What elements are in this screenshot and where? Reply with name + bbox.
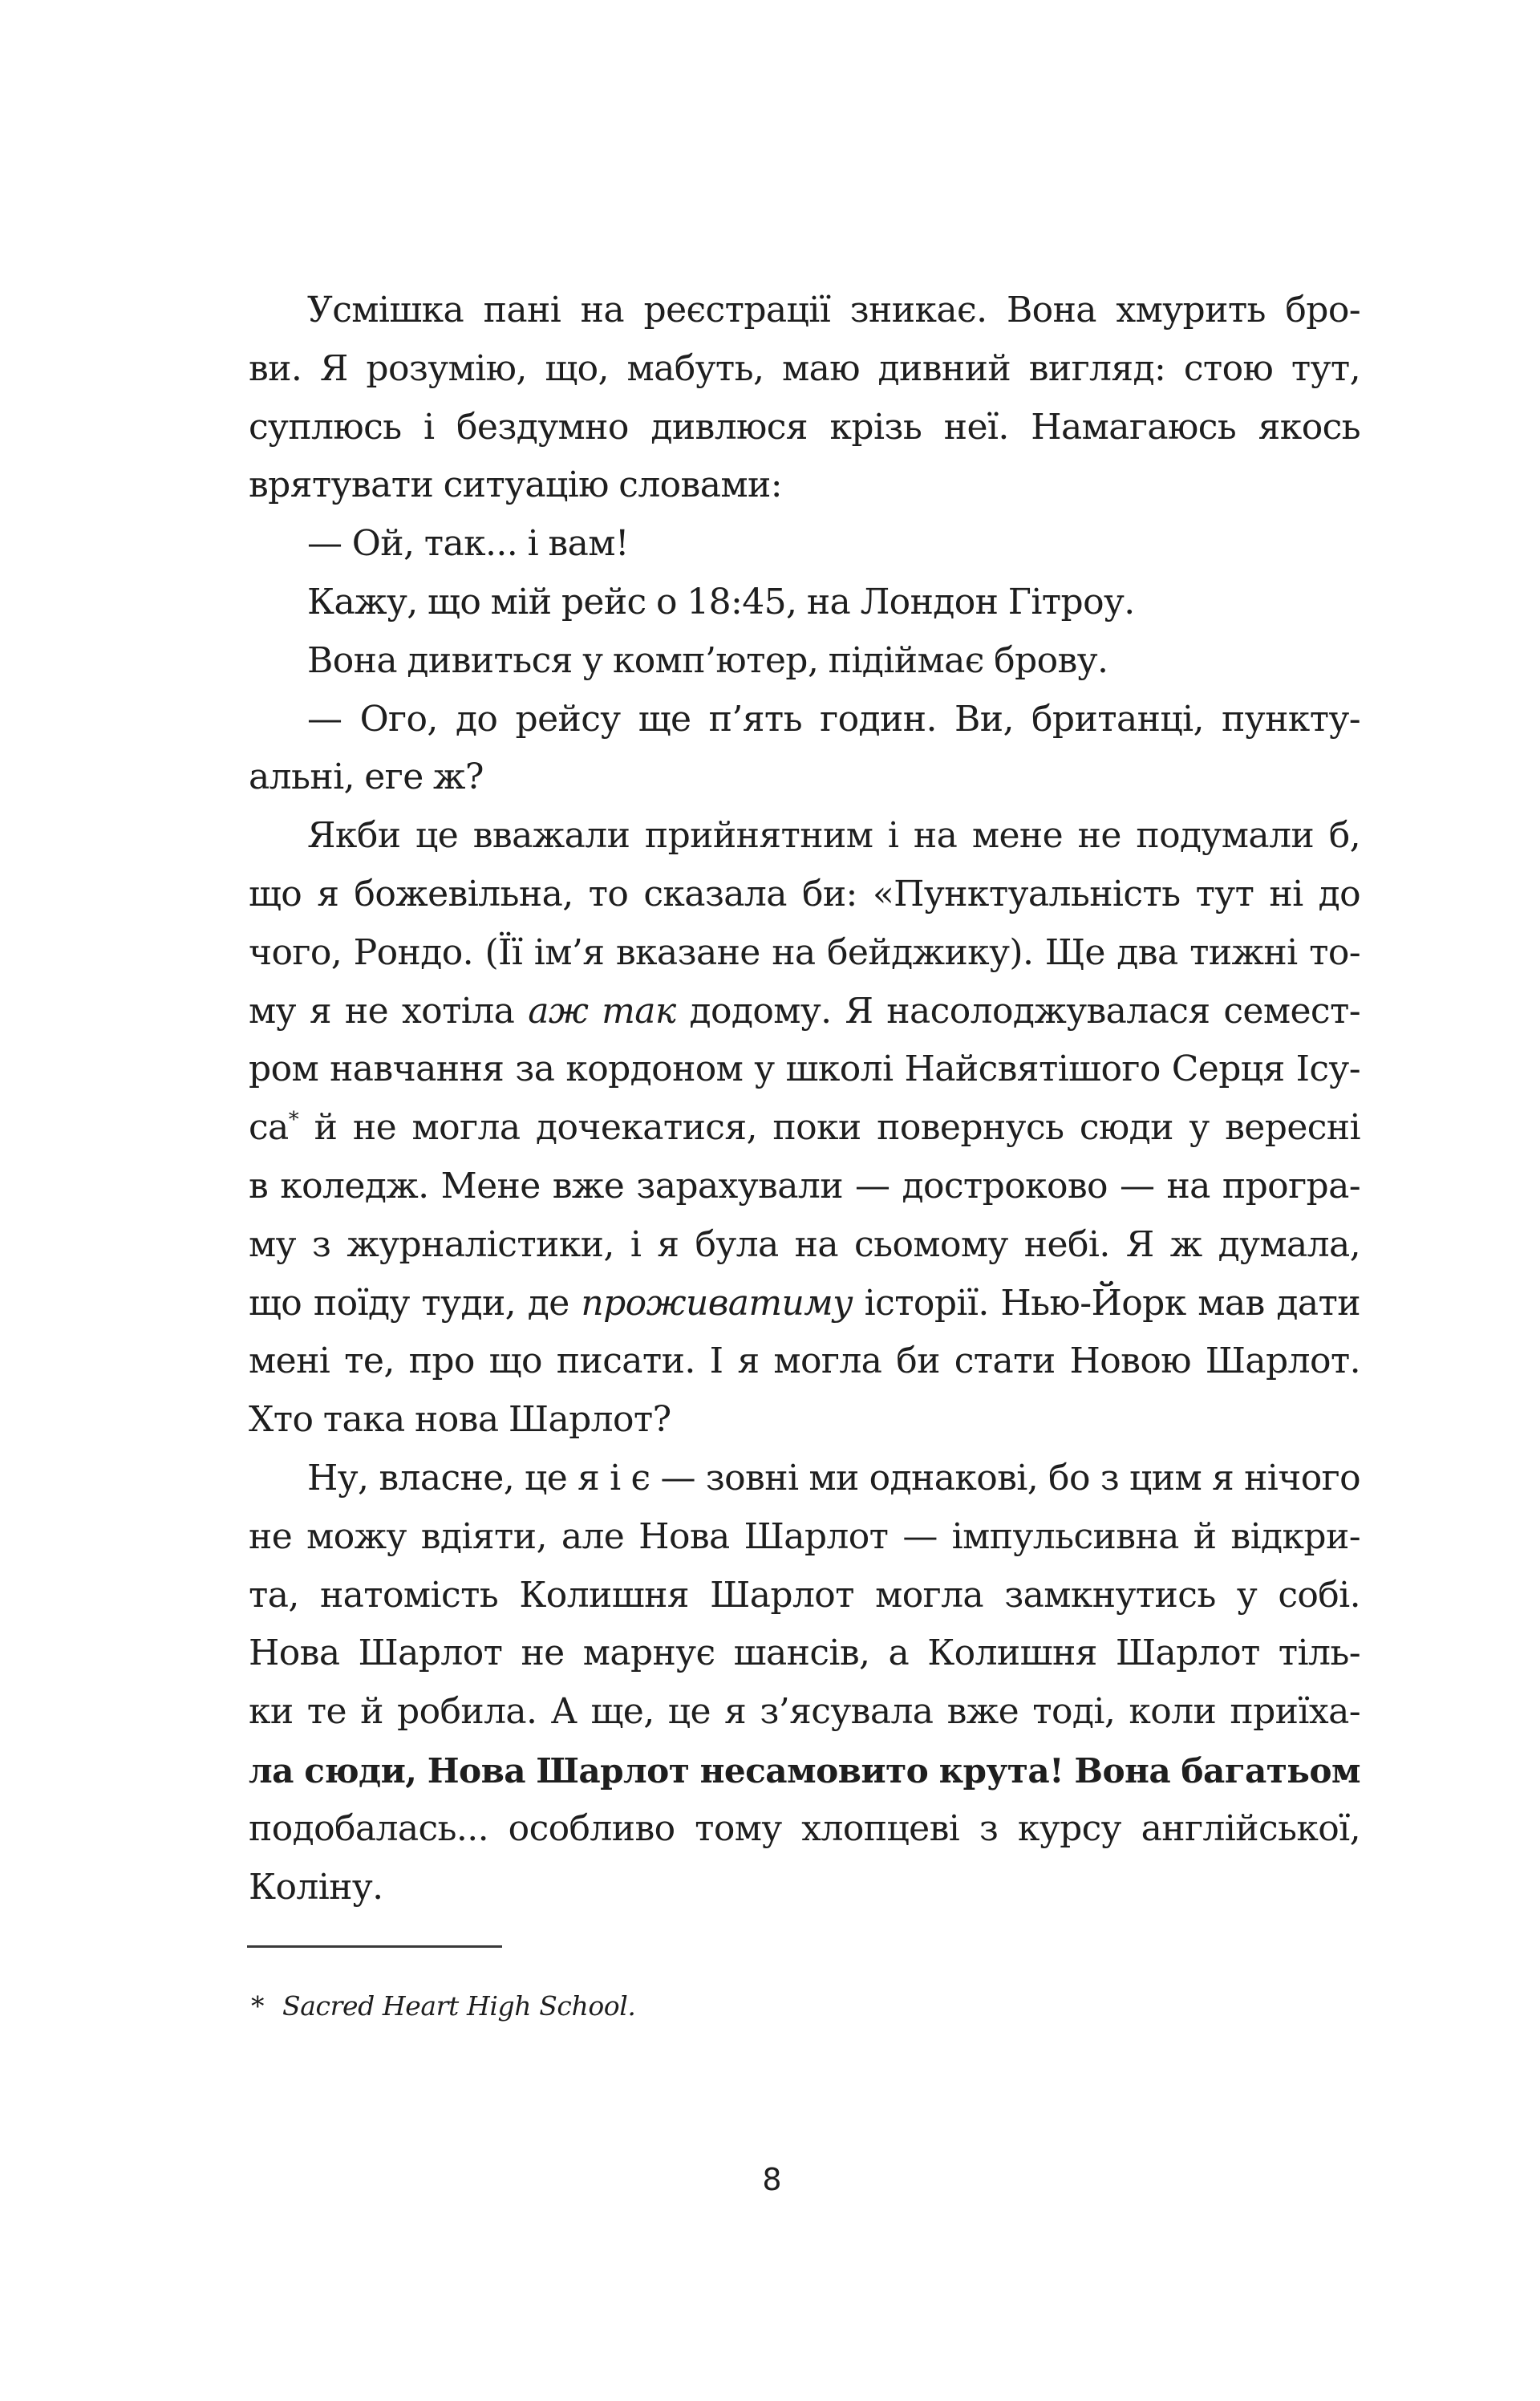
text-segment: Вона дивиться у комп’ютер, підіймає брову.	[307, 639, 1108, 681]
text-line	[249, 983, 1360, 1041]
text-segment: не можу вдіяти, але Нова Шарлот — імпульсивна й відкри-	[249, 1515, 1360, 1557]
text-line	[249, 807, 1360, 866]
footnote	[251, 1988, 636, 2025]
text-segment: Коліну.	[249, 1866, 383, 1908]
text-line	[249, 1391, 1360, 1450]
text-segment: му я не хотіла	[249, 990, 529, 1032]
footnote-marker: *	[251, 1990, 265, 2022]
text-segment: са	[249, 1107, 289, 1149]
text-line	[249, 748, 1360, 807]
text-segment: ви. Я розумію, що, мабуть, маю дивний вигляд: стою тут,	[249, 347, 1360, 389]
text-segment: в коледж. Мене вже зарахували — достроково — на програ-	[249, 1165, 1360, 1207]
text-segment: мені те, про що писати. І я могла би стати Новою Шарлот.	[249, 1340, 1360, 1382]
text-line	[249, 1040, 1360, 1099]
text-line	[249, 340, 1360, 399]
text-segment: — Ого, до рейсу ще п’ять годин. Ви, британці, пункту-	[307, 698, 1360, 740]
text-line	[249, 1216, 1360, 1275]
text-segment: чого, Рондо. (Її ім’я вказане на бейджику). Ще два тижні то-	[249, 931, 1360, 973]
emphasis-text: проживатиму	[581, 1282, 853, 1324]
text-segment: додому. Я насолоджувалася семест-	[675, 990, 1360, 1032]
text-segment: Якби це вважали прийнятним і на мене не подумали б,	[307, 815, 1360, 857]
body-text	[249, 282, 1360, 1916]
text-line	[249, 866, 1360, 924]
text-line	[249, 691, 1360, 749]
text-line	[249, 515, 1360, 574]
text-segment: альні, еге ж?	[249, 756, 484, 798]
text-line	[249, 456, 1360, 515]
text-line	[249, 632, 1360, 691]
text-line	[249, 1332, 1360, 1391]
text-segment: подобалась... особливо тому хлопцеві з курсу англійської,	[249, 1807, 1360, 1849]
text-segment: ром навчання за кордоном у школі Найсвятішого Серця Ісу-	[249, 1048, 1360, 1090]
footnote-divider	[247, 1945, 502, 1948]
text-line	[249, 1508, 1360, 1567]
text-segment: ки те й робила. А ще, це я з’ясувала вже тоді, коли приїха-	[249, 1691, 1360, 1733]
text-line	[249, 1275, 1360, 1333]
text-segment: Нова Шарлот не марнує шансів, а Колишня Шарлот тіль-	[249, 1632, 1360, 1674]
text-segment: врятувати ситуацію словами:	[249, 464, 782, 506]
text-segment: Хто така нова Шарлот?	[249, 1399, 671, 1441]
text-line	[249, 1624, 1360, 1683]
text-segment: Ну, власне, це я і є — зовні ми однакові, бо з цим я нічого	[307, 1457, 1360, 1499]
text-line	[249, 1567, 1360, 1625]
text-line	[249, 1859, 1360, 1917]
text-segment: що я божевільна, то сказала би: «Пунктуальність тут ні до	[249, 873, 1360, 915]
text-segment: історії. Нью-Йорк мав дати	[853, 1282, 1360, 1324]
text-segment: та, натомість Колишня Шарлот могла замкнутись у собі.	[249, 1574, 1360, 1616]
text-line	[249, 1800, 1360, 1859]
text-line	[249, 282, 1360, 340]
text-line	[249, 574, 1360, 632]
text-segment: — Ой, так... і вам!	[307, 523, 629, 565]
text-line	[249, 399, 1360, 457]
footnote-text: Sacred Heart High School.	[282, 1990, 636, 2022]
text-segment: ла сюди, Нова Шарлот несамовито крута! Вона багатьом	[249, 1750, 1360, 1791]
text-segment: й не могла дочекатися, поки повернусь сюди у вересні	[298, 1107, 1360, 1149]
text-line	[249, 1450, 1360, 1508]
text-segment: суплюсь і бездумно дивлюся крізь неї. Намагаюсь якось	[249, 406, 1360, 448]
text-line	[249, 1158, 1360, 1216]
page-number: 8	[762, 2162, 782, 2197]
text-line	[249, 1742, 1360, 1800]
text-segment: Кажу, що мій рейс о 18:45, на Лондон Гітроу.	[307, 581, 1135, 623]
text-line	[249, 924, 1360, 983]
text-segment: що поїду туди, де	[249, 1282, 582, 1324]
text-line	[249, 1099, 1360, 1158]
emphasis-text: аж так	[528, 990, 676, 1032]
text-segment: му з журналістики, і я була на сьомому небі. Я ж думала,	[249, 1223, 1360, 1265]
text-segment: Усмішка пані на реєстрації зникає. Вона хмурить бро-	[307, 290, 1360, 331]
footnote-reference: *	[288, 1108, 299, 1133]
text-line	[249, 1683, 1360, 1742]
